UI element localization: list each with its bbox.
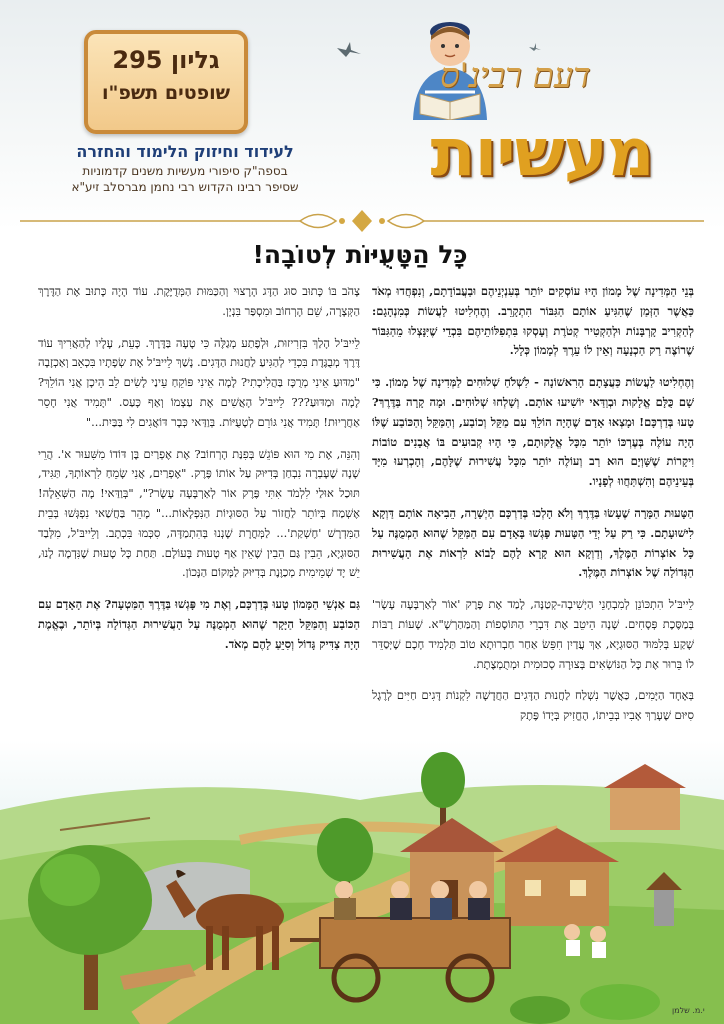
issue-date: שופטים תשפ"ו (101, 82, 231, 104)
illustrator-credit: י.מ. שלמן (672, 1006, 705, 1015)
paragraph: צָהֹב בּוֹ כָּתוּב סוּג הַדָּג הָרָצוּי וְהַכַּמּוּת הַמְּדֻיֶּקֶת. עוֹד הָיָה כָּתוּב אֶת הַדֶּרֶךְ הַקְּצָרָה, שֵׁם הָרְחוֹב וּמִסְפַּר בִּנְיָן. (38, 284, 360, 318)
main-title: מעשיות (430, 114, 654, 191)
issue-box (84, 30, 248, 134)
tagline-line-2: בספה"ק סיפורי מעשיות משנים קדמוניות (82, 164, 288, 178)
left-column (38, 282, 360, 667)
bird-icon (336, 40, 362, 58)
paragraph: בְּנֵי הַמְּדִינָה שֶׁל מָמוֹן הָיוּ עוֹסְקִים יוֹתֵר בְּעִנְיְנֵיהֶם וּבַעֲבוֹדָתָם, וְנִפְחֲדוּ מְאֹד כַּאֲשֶׁר הַזְּמַן שֶׁהִגִּיעַ אוֹתָם הַגִּבּוֹר הִתְקָרֵב. וְהֶחְלִיטוּ לַעֲשׂוֹת כְּמִנְהָגָם: לְהַקְרִיב קָרְבָּנוֹת וּלְהַקְטִיר קְטֹרֶת וְעָסְקוּ בִּתְפִלּוֹתֵיהֶם בִּכְדֵי שֶׁיִּנָּצְלוּ מֵהַגִּבּוֹר שֶׁרוֹצֶה רַק הַכְנָעָה וְאֵין לוֹ עֵרֶךְ לְמָמוֹן כְּלָל. (372, 284, 694, 358)
paragraph: בְּאֶחָד הַיָּמִים, כַּאֲשֶׁר נִשְׁלַח לַחֲנוּת הַדָּגִים הַחֲדָשָׁה לִקְנוֹת דָּגִים חַיִּים לְרֶגֶל סִיּוּם שֶׁעָרַךְ אָבִיו בְּבֵיתוֹ, הֶחֱזִיק בְּיָדוֹ פֶּתֶק (372, 688, 694, 723)
ornament-divider (0, 206, 724, 236)
tagline-line-3: שסיפר רבינו הקדוש רבי נחמן מברסלב זיע"א (71, 180, 299, 194)
tagline (40, 142, 330, 194)
paragraph: לֵייבּ'ל הָלַךְ בִּזְרִיזוּת, וּלְפֶתַע מְגַלֶּה כִּי טָעָה בַּדֶּרֶךְ. כָּעֵת, עָלָיו לְהַאֲרִיךְ עוֹד דֶּרֶךְ מְבֻגֶּדֶת בִּכְדֵי לְהַגִּיעַ לַחֲנוּת הַדָּגִים. נָשַׁךְ לֵייבּ'ל אֶת שְׂפָתָיו בִּכְאֵב וְאַכְזָבָה "מַדּוּעַ אֵינִי מְרֻכָּז בַּהֲלִיכָתִי? לָמָה אֵינִי פּוֹקֵחַ עֵינַי לָשִׂים לֵב הֵיכָן אֲנִי הוֹלֵךְ? לָמָה וּמַדּוּעַ??? לֵייבּ'ל הָאֲשִׁים אֶת עַצְמוֹ וְאַף כָּעַס. "תָּמִיד אֲנִי חָסֵר אַחֲרָיוּת! תָּמִיד אֲנִי גּוֹרֵם לְטָעֻיּוֹת. בְּוַדַּאי כְּבָר דּוֹאֲגִים לִי בַּבַּיִת..." (38, 335, 360, 429)
right-column (372, 282, 694, 738)
tagline-line-1: לעידוד וחיזוק הלימוד והחזרה (76, 142, 294, 161)
headline: כָּל הַטָּעֻיּוֹת לְטוֹבָה! (252, 240, 468, 269)
paragraph: וְהִנֵּה, אֶת מִי הוּא פּוֹגֵשׁ בְּפִנַּת הָרְחוֹב? אֶת אֶפְרַיִם בֶּן דּוֹדוֹ מִשִּׁעוּר א'. הֲרֵי שָׁנָה שֶׁעָבְרָה נִבְחַן בְּדִיּוּק עַל אוֹתוֹ פֶּרֶק. "אֶפְרַיִם, אֲנִי שָׂמֵחַ לִרְאוֹתְךָ, תַּגִּיד, תּוּכַל אוּלַי לִלְמֹד אִתִּי פֶּרֶק אוֹר לְאַרְבָּעָה עָשָׂר?", "בְּוַדַּאי! מָה הַשְּׁאֵלָה! אֶשְׁמַח בְּיוֹתֵר לַחֲזוֹר עַל הַסּוּגְיוֹת הַנִּפְלָאוֹת..." מָהֵר בַּחֲשַׁאי נִפְגְּשׁוּ בְּבֵית הַמִּדְרָשׁ 'חֶשְׁקַת'... לַמְּחֳרָת שָׁנְנוּ בְּהִתְמַדָּה, סִכְּמוּ בִּכְתָב. וְלֵייבּ'ל, מִלְּבַד הַסּוּגְיָא, הֵבִין גַּם הֵבִין שֶׁאֵין אַף טָעוּת בָּעוֹלָם. תַּחַת כָּל טָעוּת שֶׁנִּדְמֶה לָנוּ, יֵשׁ יָד שְׁמֵימִית מְכַוֶּנֶת בְּדִיּוּק לַמָּקוֹם הַנָּכוֹן. (38, 446, 360, 580)
village-scene-illustration (0, 740, 724, 1024)
paragraph: הַטָּעוּת הַמָּרָה שֶׁעָשׂוּ בַּדֶּרֶךְ וְלֹא הָלְכוּ בְּדַרְכָּם הַיְשָׁרָה, הֵבִיאָה אוֹתָם דַּוְקָא לִישׁוּעָתָם. כִּי רַק עַל יְדֵי הַטָּעוּת פָּגְשׁוּ בָּאָדָם עִם הַמַּקֵּל שֶׁהוּא הַמְמֻנֶּה עַל כָּל אוֹצְרוֹת הַמֶּלֶךְ, וְדַוְקָא הוּא קָרָא לָהֶם לָבוֹא לִרְאוֹת אֶת הָעֲשִׁירוּת הַגְּדוֹלָה שֶׁל אוֹצְרוֹת הַמֶּלֶךְ. (372, 505, 694, 580)
bird-icon (528, 42, 542, 52)
paragraph: לֵייבּ'ל הִתְכּוֹנֵן לְמִבְחָנֵי הַיְשִׁיבָה-קְטַנָּה, לָמַד אֶת פֶּרֶק 'אוֹר לְאַרְבָּעָה עָשָׂר' בְּמַסֶּכֶת פְּסָחִים. שָׁנָה הֵיטֵב אֶת דִּבְרֵי הַתּוֹסָפוֹת וְהַמַּהַרְשָׁ"א. שָׁעוֹת רַבּוֹת שָׁקַע בְּלִמּוּד הַסּוּגְיָא, אַךְ עֲדַיִן חִפֵּשׂ אַחַר חַבְרוּתָא טוֹב תַּלְמִיד חָכָם שֶׁיְּסַדֵּר לוֹ בֵּרוּר אֶת כָּל הַנּוֹשְׂאִים בְּצוּרָה סְכוּמִית וּמְתֻמְצֶתֶת. (372, 597, 694, 671)
paragraph: וְהֶחְלִיטוּ לַעֲשׂוֹת כַּעֲצָתָם הָרִאשׁוֹנָה - לִשְׁלֹחַ שְׁלוּחִים לַמְּדִינָה שֶׁל מָמוֹן. כִּי שָׁם כֻּלָּם אֱלָקוּת וּבְוַדַּאי יוֹשִׁיעוּ אוֹתָם. וְשָׁלְחוּ שְׁלוּחִים. וּמָה קָרָה בַּדֶּרֶךְ? טָעוּ בְּדַרְכָּם! וּמָצְאוּ אָדָם שֶׁהָיָה הוֹלֵךְ עִם מַקֵּל וְכוֹבַע, וְהַמַּקֵּל וְהַכּוֹבַע שֶׁלּוֹ הָיָה עוֹלֶה בְּעֶרְכּוֹ יוֹתֵר מִכָּל אֱלָקוּתָם, כִּי הָיוּ קְבוּעִים בּוֹ אֲבָנִים טוֹבוֹת וִיקָרוֹת שֶׁשָּׁוְיָם הוּא רַב וְעוֹלֶה יוֹתֵר מִכָּל עֲשִׁירוּת שֶׁלָּהֶם, וְהָכְרְעוּ מִיָּד בְּעֵינֵיהֶם וְהִשְׁתַּחֲווּ לְפָנָיו. (372, 375, 694, 489)
issue-number: גליון 295 (112, 46, 220, 74)
conclusion-paragraph: גַּם אַנְשֵׁי הַמָּמוֹן טָעוּ בְּדַרְכָּם, וְאֶת מִי פָּגְשׁוּ בַּדֶּרֶךְ הַמַּטְעָה? אֶת הָאָדָם עִם הַכּוֹבַע וְהַמַּקֵּל הַיָּקָר שֶׁהוּא הַמְמֻנֶּה עַל הָעֲשִׁירוּת הַגְּדוֹלָה בְּיוֹתֵר, וּבֶאֱמֶת הָיָה צַדִּיק גָּדוֹל וְסִיֵּעַ לָהֶם מְאֹד. (38, 597, 360, 651)
subtitle: דעם רבינ'ס (440, 56, 591, 96)
